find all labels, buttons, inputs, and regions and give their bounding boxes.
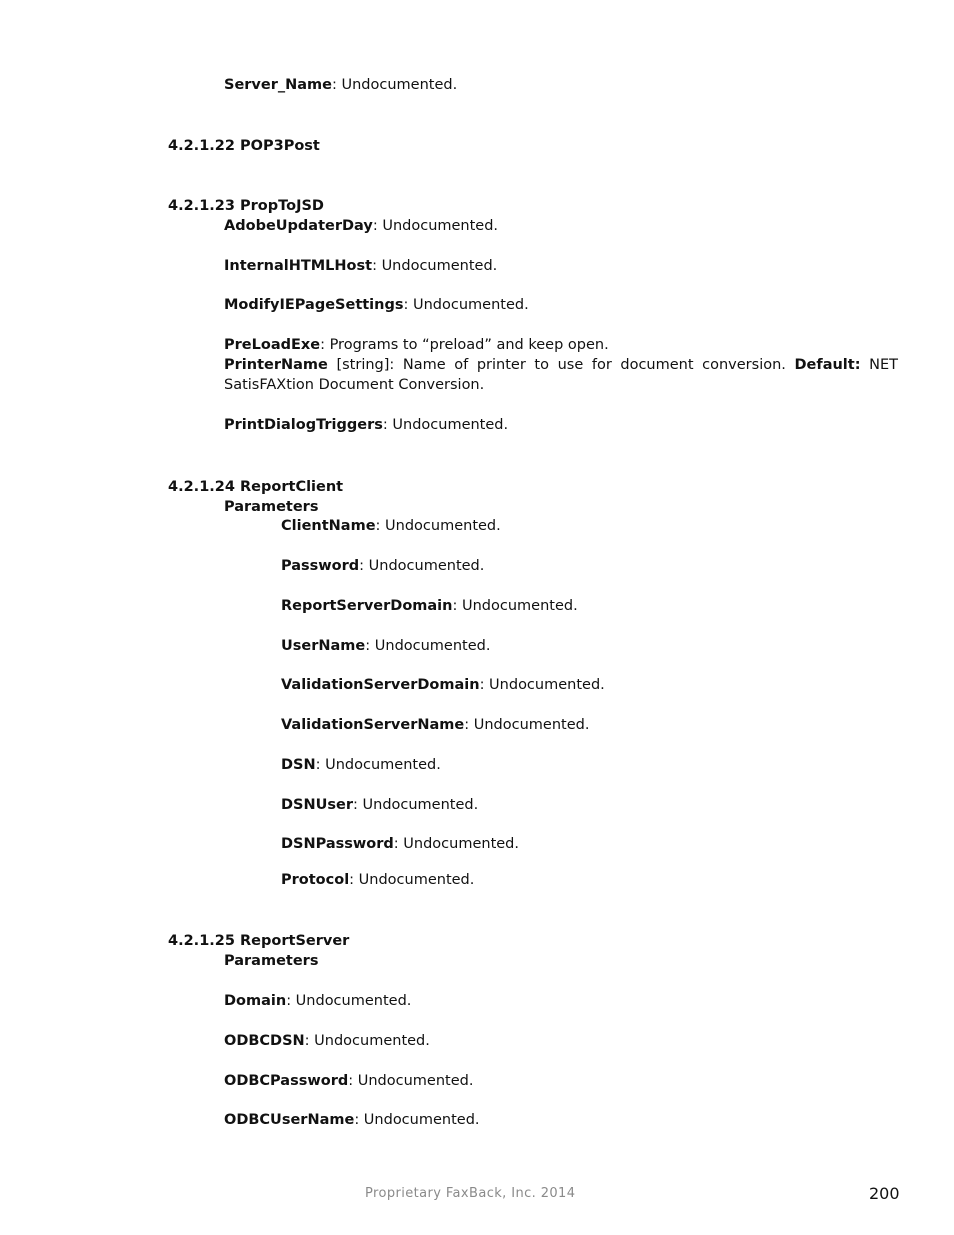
entry-odbc-password: [224, 1071, 473, 1091]
entry-desc: : Undocumented.: [464, 717, 590, 733]
section-heading-pop3post: 4.2.1.22 POP3Post: [168, 138, 320, 154]
entry-dsn: [281, 755, 441, 775]
entry-preload-exe: [224, 335, 609, 355]
entry-desc: : Undocumented.: [372, 218, 499, 234]
entry-term: DSNUser: [281, 797, 354, 813]
entry-server-name: [224, 75, 457, 95]
entry-desc: : Undocumented.: [365, 638, 491, 654]
entry-term: DSN: [281, 757, 316, 773]
parameters-label: Parameters: [224, 953, 319, 969]
entry-desc: : Undocumented.: [372, 258, 498, 274]
entry-term: ModifyIEPageSettings: [224, 297, 404, 313]
entry-term: ValidationServerName: [281, 717, 465, 733]
entry-domain: [224, 991, 411, 1011]
entry-modify-ie-page-settings: [224, 295, 529, 315]
entry-term: UserName: [281, 638, 366, 654]
entry-term: AdobeUpdaterDay: [224, 218, 373, 234]
entry-internal-html-host: [224, 256, 497, 276]
entry-desc: : Undocumented.: [359, 558, 485, 574]
entry-client-name: [281, 516, 501, 536]
entry-desc: : Undocumented.: [382, 417, 509, 433]
entry-term: ODBCDSN: [224, 1033, 305, 1049]
entry-desc: : Undocumented.: [315, 757, 441, 773]
entry-term: DSNPassword: [281, 836, 394, 852]
entry-validation-server-name: [281, 715, 589, 735]
entry-term: Protocol: [281, 872, 350, 888]
entry-odbc-dsn: [224, 1031, 430, 1051]
entry-print-dialog-triggers: [224, 415, 508, 435]
entry-term: PreLoadExe: [224, 337, 321, 353]
entry-desc: : Undocumented.: [354, 1112, 480, 1128]
entry-protocol: [281, 870, 474, 890]
entry-desc: : Undocumented.: [452, 598, 578, 614]
entry-printer-name: [224, 355, 898, 375]
section-heading-reportserver: 4.2.1.25 ReportServer: [168, 933, 350, 949]
section-heading-reportclient: 4.2.1.24 ReportClient: [168, 479, 344, 495]
entry-term: PrinterName: [224, 357, 328, 373]
parameters-label: Parameters: [224, 499, 319, 515]
entry-printer-name-continuation: SatisFAXtion Document Conversion.: [224, 377, 485, 393]
section-heading-proptojsd: 4.2.1.23 PropToJSD: [168, 198, 324, 214]
entry-term: Password: [281, 558, 360, 574]
entry-desc: : Undocumented.: [393, 836, 519, 852]
entry-odbc-user-name: [224, 1110, 480, 1130]
entry-desc: : Undocumented.: [479, 677, 605, 693]
entry-password: [281, 556, 484, 576]
entry-term: InternalHTMLHost: [224, 258, 373, 274]
entry-dsn-password: [281, 834, 519, 854]
entry-term: ODBCUserName: [224, 1112, 355, 1128]
entry-term: ReportServerDomain: [281, 598, 453, 614]
entry-term: Domain: [224, 993, 287, 1009]
entry-desc: : Undocumented.: [375, 518, 501, 534]
page-footer: Proprietary FaxBack, Inc. 2014: [365, 1186, 576, 1201]
entry-desc: : Undocumented.: [403, 297, 529, 313]
entry-report-server-domain: [281, 596, 578, 616]
entry-user-name: [281, 636, 490, 656]
entry-term: ValidationServerDomain: [281, 677, 480, 693]
entry-validation-server-domain: [281, 675, 605, 695]
entry-term: PrintDialogTriggers: [224, 417, 383, 433]
entry-adobe-updater-day: [224, 216, 498, 236]
default-value: NET: [860, 357, 898, 373]
page-number: 200: [869, 1184, 900, 1203]
default-label: Default:: [794, 357, 861, 373]
entry-desc: : Programs to “preload” and keep open.: [320, 337, 609, 353]
entry-dsn-user: [281, 795, 478, 815]
entry-desc: : Undocumented.: [331, 77, 458, 93]
entry-term: ODBCPassword: [224, 1073, 349, 1089]
entry-term: Server_Name: [224, 77, 332, 93]
entry-desc: : Undocumented.: [349, 872, 475, 888]
entry-desc: : Undocumented.: [286, 993, 412, 1009]
entry-desc: [string]: Name of printer to use for document conversion.: [327, 357, 795, 373]
entry-desc: : Undocumented.: [304, 1033, 430, 1049]
entry-term: ClientName: [281, 518, 376, 534]
entry-desc: : Undocumented.: [353, 797, 479, 813]
entry-desc: : Undocumented.: [348, 1073, 474, 1089]
